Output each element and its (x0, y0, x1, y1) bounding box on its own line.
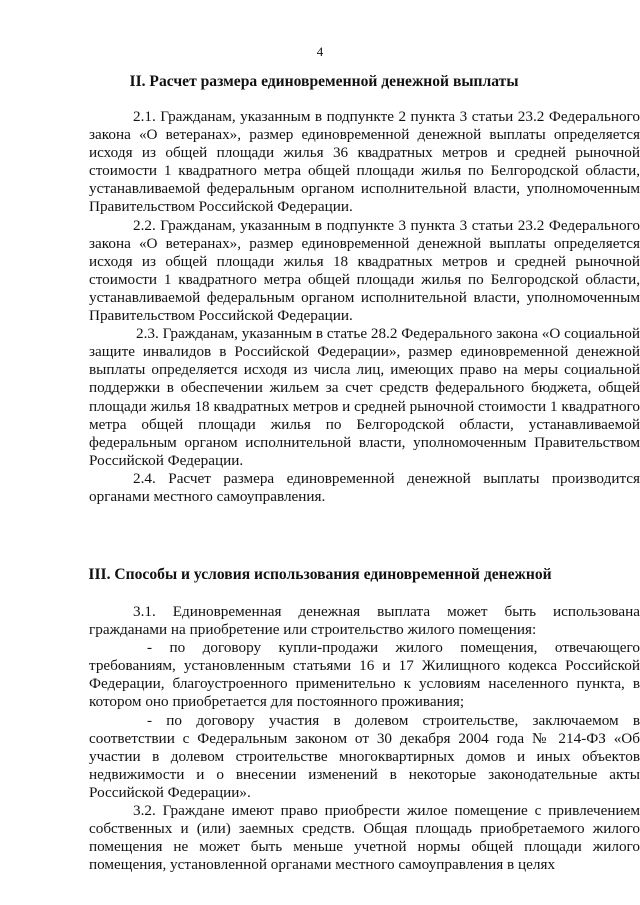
list-item-sale-contract: - по договору купли-продажи жилого помещения, отвечающего требованиям, установленным статьями 16 и 17 Жилищного кодекса Российской Федерации, благоустроенного применительно к условиям населенного пункта, в котором оно приобретается для постоянного проживания; (89, 639, 640, 711)
paragraph-2-3: 2.3. Гражданам, указанным в статье 28.2 Федерального закона «О социальной защите инвалидов в Российской Федерации», размер единовременной денежной выплаты определяется исходя из числа лиц, имеющих право на меры социальной поддержки в обеспечении жильем за счет средств федерального бюджета, общей площади жилья 18 квадратных метров и средней рыночной стоимости 1 квадратного метра общей площади жилья по Белгородской области, устанавливаемой федеральным органом исполнительной власти, уполномоченным Правительством Российской Федерации. (89, 325, 640, 469)
paragraph-3-2: 3.2. Граждане имеют право приобрести жилое помещение с привлечением собственных и (или) заемных средств. Общая площадь приобретаемого жилого помещения не может быть меньше учетной нормы общей площади жилого помещения, установленной органами местного самоуправления в целях (89, 802, 640, 874)
section-2-heading: II. Расчет размера единовременной денежной выплаты (129, 73, 519, 90)
section-2-body (89, 108, 640, 506)
page-number: 4 (316, 44, 324, 59)
list-item-shared-construction: - по договору участия в долевом строительстве, заключаемом в соответствии с Федеральным законом от 30 декабря 2004 года № 214-ФЗ «Об участии в долевом строительстве многоквартирных домов и иных объектов недвижимости и о внесении изменений в некоторые законодательные акты Российской Федерации». (89, 711, 640, 801)
paragraph-3-1: 3.1. Единовременная денежная выплата может быть использована гражданами на приобретение или строительство жилого помещения: (89, 603, 640, 639)
paragraph-2-4: 2.4. Расчет размера единовременной денежной выплаты производится органами местного самоуправления. (89, 469, 640, 505)
paragraph-2-2: 2.2. Гражданам, указанным в подпункте 3 пункта 3 статьи 23.2 Федерального закона «О ветеранах», размер единовременной денежной выплаты определяется исходя из общей площади жилья 18 квадратных метров и средней рыночной стоимости 1 квадратного метра общей площади жилья по Белгородской области, устанавливаемой федеральным органом исполнительной власти, уполномоченным Правительством Российской Федерации. (89, 216, 640, 325)
section-3-body (89, 603, 640, 874)
section-3-heading: III. Способы и условия использования единовременной денежной (88, 566, 552, 583)
paragraph-2-1: 2.1. Гражданам, указанным в подпункте 2 пункта 3 статьи 23.2 Федерального закона «О ветеранах», размер единовременной денежной выплаты определяется исходя из общей площади жилья 36 квадратных метров и средней рыночной стоимости 1 квадратного метра общей площади жилья по Белгородской области, устанавливаемой федеральным органом исполнительной власти, уполномоченным Правительством Российской Федерации. (89, 108, 640, 216)
